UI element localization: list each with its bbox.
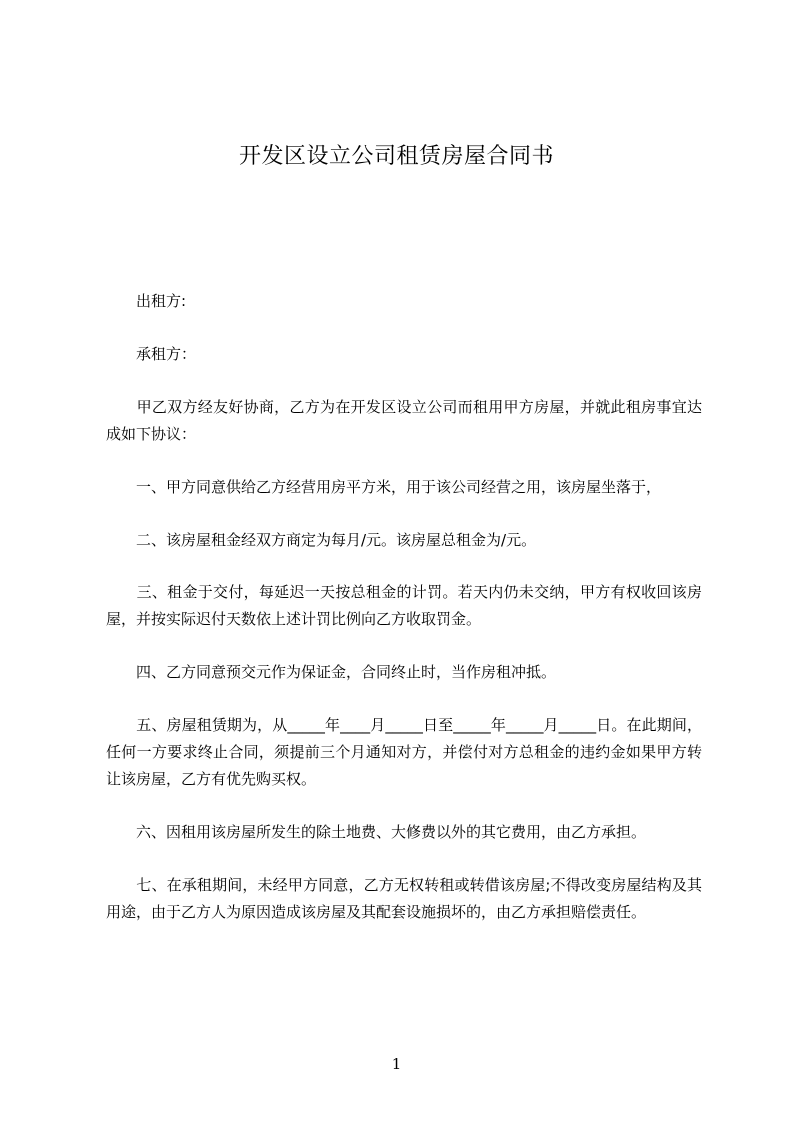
clause-3: 三、租金于交付，每延迟一天按总租金的计罚。若天内仍未交纳，甲方有权收回该房屋，并按实际迟付天数依上述计罚比例向乙方收取罚金。	[106, 583, 702, 628]
clause-4: 四、乙方同意预交元作为保证金，合同终止时，当作房租冲抵。	[106, 663, 557, 681]
clause-2: 二、该房屋租金经双方商定为每月/元。该房屋总租金为/元。	[106, 531, 537, 549]
clause-1: 一、甲方同意供给乙方经营用房平方米，用于该公司经营之用，该房屋坐落于，	[106, 478, 662, 496]
page-number: 1	[391, 1055, 402, 1073]
intro-paragraph: 甲乙双方经友好协商，乙方为在开发区设立公司而租用甲方房屋，并就此租房事宜达成如下协议：	[106, 398, 702, 443]
clause-5: 五、房屋租赁期为，从_____年____月_____日至_____年_____月_____日。在此期间，任何一方要求终止合同，须提前三个月通知对方，并偿付对方总租金的违约金如果甲方转让该房屋，乙方有优先购买权。	[106, 716, 702, 788]
lessor-line: 出租方:	[106, 292, 187, 310]
clause-7: 七、在承租期间，未经甲方同意，乙方无权转租或转借该房屋;不得改变房屋结构及其用途，由于乙方人为原因造成该房屋及其配套设施损坏的，由乙方承担赔偿责任。	[106, 876, 702, 921]
document-title: 开发区设立公司租赁房屋合同书	[238, 144, 554, 169]
lessee-line: 承租方：	[106, 345, 197, 363]
clause-6: 六、因租用该房屋所发生的除土地费、大修费以外的其它费用，由乙方承担。	[106, 823, 647, 841]
